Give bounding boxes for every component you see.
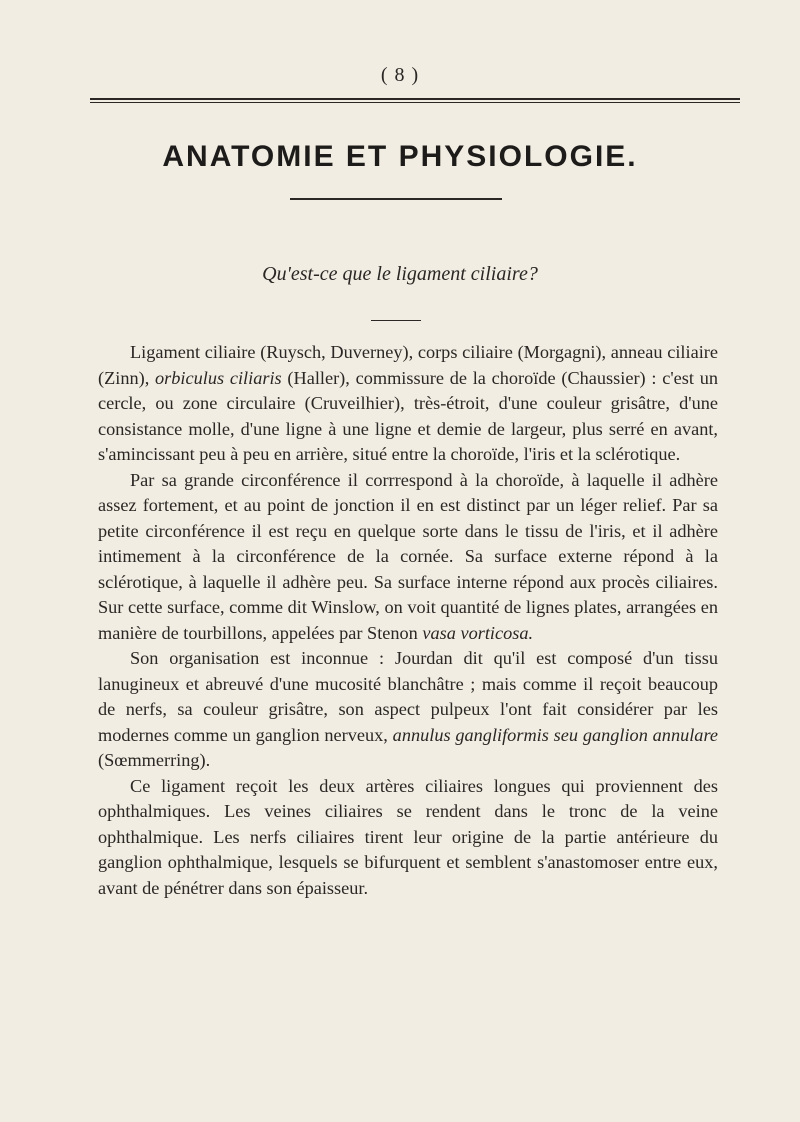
- text-run-italic: orbiculus ciliaris: [155, 367, 282, 388]
- paragraph: [98, 340, 718, 468]
- text-run: Ligament ciliaire (Ruysch, Duverney), corps ciliaire (Morgagni), anneau ciliaire (Zinn),: [98, 342, 718, 388]
- paragraph: [98, 468, 718, 647]
- question-divider: [371, 320, 421, 321]
- page-number: ( 8 ): [380, 64, 420, 86]
- paragraph: [98, 774, 718, 902]
- text-run: Ce ligament reçoit les deux artères ciliaires longues qui proviennent des ophthalmiques. Les veines ciliaires se rendent dans le tronc de la veine ophthalmique. Les nerfs ciliaires tirent leur origine de la partie antérieure du ganglion ophthalmique, lesquels se bifurquent et semblent s'anastomoser entre eux, avant de pénétrer dans son épaisseur.: [98, 775, 718, 898]
- text-run-italic: vasa vorticosa.: [422, 622, 534, 643]
- heading-divider: [290, 198, 502, 200]
- paragraph: [98, 646, 718, 774]
- text-run: Son organisation est inconnue : Jourdan dit qu'il est composé d'un tissu lanugineux et abreuvé d'une mucosité blanchâtre ; mais comme il reçoit beaucoup de nerfs, sa couleur grisâtre, son aspect pulpeux l'ont fait considérer par les modernes comme un ganglion nerveux,: [98, 648, 718, 745]
- body-text: [98, 340, 718, 901]
- text-run: (Haller), commissure de la choroïde (Chaussier) : c'est un cercle, ou zone circulaire (Cruveilhier), très-étroit, d'une couleur grisâtre, d'une consistance molle, d'une ligne à une ligne et demie de largeur, plus serré en avant, s'amincissant peu à peu en arrière, situé entre la choroïde, l'iris et la sclérotique.: [98, 367, 718, 464]
- text-run: Par sa grande circonférence il corrrespond à la choroïde, à laquelle il adhère assez fortement, et au point de jonction il en est distinct par un léger relief. Par sa petite circonférence il est reçu en quelque sorte dans le tissu de l'iris, et il adhère intimement à la circonférence de la cornée. Sa surface externe répond à la sclérotique, à laquelle il adhère peu. Sa surface interne répond aux procès ciliaires. Sur cette surface, comme dit Winslow, on voit quantité de lignes plates, arrangées en manière de tourbillons, appelées par Stenon: [98, 469, 718, 643]
- header-rule: [90, 98, 740, 103]
- question-title: Qu'est-ce que le ligament ciliaire?: [262, 263, 538, 285]
- section-heading: ANATOMIE ET PHYSIOLOGIE.: [162, 140, 638, 173]
- text-run: (Sœmmerring).: [98, 750, 211, 770]
- text-run-italic: annulus gangliformis seu ganglion annulare: [392, 724, 718, 745]
